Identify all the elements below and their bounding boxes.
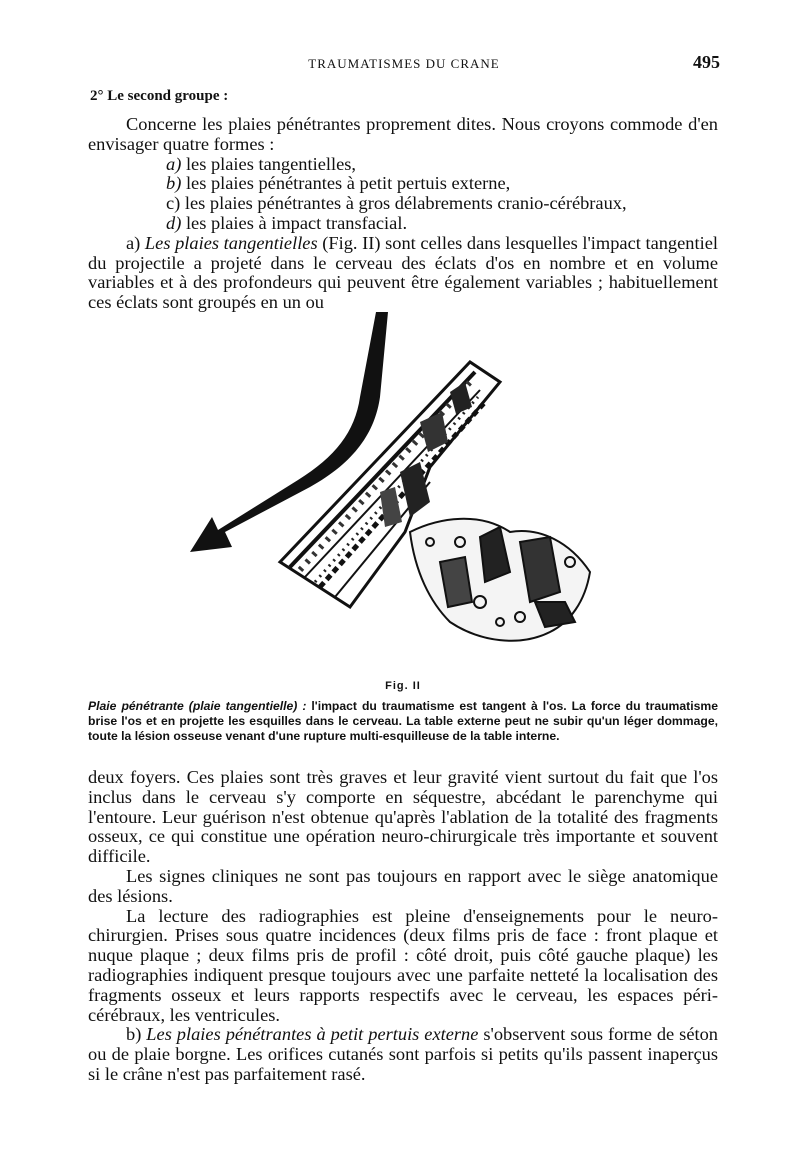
paragraph-radiographies: La lecture des radiographies est pleine d'enseignements pour le neuro-chirurgien. Prises sous quatre incidences (deux films pris de face : front plaque et nuque plaque ; deux films pris de profil : côté droit, puis côté gauche plaque) les radiographies indiquent presque toujours avec une parfaite netteté la localisation des fragments osseux et leurs rapports respectifs avec le cerveau, les espaces péri-cérébraux, les ventricules.: [88, 905, 718, 1025]
upper-text-block: [88, 115, 718, 313]
list-item: a) les plaies tangentielles,: [166, 153, 356, 174]
paragraph-continued: deux foyers. Ces plaies sont très graves et leur gravité vient surtout du fait que l'os inclus dans le cerveau s'y comporte en séquestre, abcédant le parenchyme qui l'entoure. Leur guérison n'est obtenue qu'après l'ablation de la totalité des fragments osseux, ce qui constitue une opération neuro-chirurgicale très importante et souvent difficile.: [88, 767, 718, 867]
page-number: 495: [693, 52, 720, 72]
paragraph-signs: Les signes cliniques ne sont pas toujours en rapport avec le siège anatomique des lésions.: [88, 865, 718, 906]
running-title: TRAUMATISMES DU CRANE: [308, 56, 500, 71]
list-item: c) les plaies pénétrantes à gros délabrements cranio-cérébraux,: [166, 193, 627, 214]
intro-paragraph: Concerne les plaies pénétrantes proprement dites. Nous croyons commode d'en envisager quatre formes :: [88, 114, 718, 154]
figure-illustration: [180, 302, 620, 672]
page-header: [88, 52, 720, 74]
list-item: b) les plaies pénétrantes à petit pertuis externe,: [166, 173, 511, 194]
list-item: d) les plaies à impact transfacial.: [166, 212, 408, 233]
figure-caption: Plaie pénétrante (plaie tangentielle) : l'impact du traumatisme est tangent à l'os. La force du traumatisme brise l'os et en projette les esquilles dans le cerveau. La table externe peut ne subir qu'un léger dommage, toute la lésion osseuse venant d'une rupture multi-esquilleuse de la table interne.: [88, 699, 718, 743]
paragraph-b: b) Les plaies pénétrantes à petit pertuis externe s'observent sous forme de séton ou de plaie borgne. Les orifices cutanés sont parfois si petits qu'ils passent inaperçus si le crâne n'est pas parfaitement rasé.: [88, 1024, 718, 1084]
forms-list: [88, 155, 718, 234]
section-heading: 2° Le second groupe :: [90, 88, 229, 104]
figure-label: Fig. II: [385, 680, 421, 692]
brain-fragments: [410, 519, 590, 641]
lower-text-block: [88, 768, 718, 1085]
paragraph-a: a) Les plaies tangentielles (Fig. II) sont celles dans lesquelles l'impact tangentiel du projectile a projeté dans le cerveau des éclats d'os en nombre et en volume variables et à des profondeurs qui peuvent être également variables ; habituellement ces éclats sont groupés en un ou: [88, 232, 718, 313]
